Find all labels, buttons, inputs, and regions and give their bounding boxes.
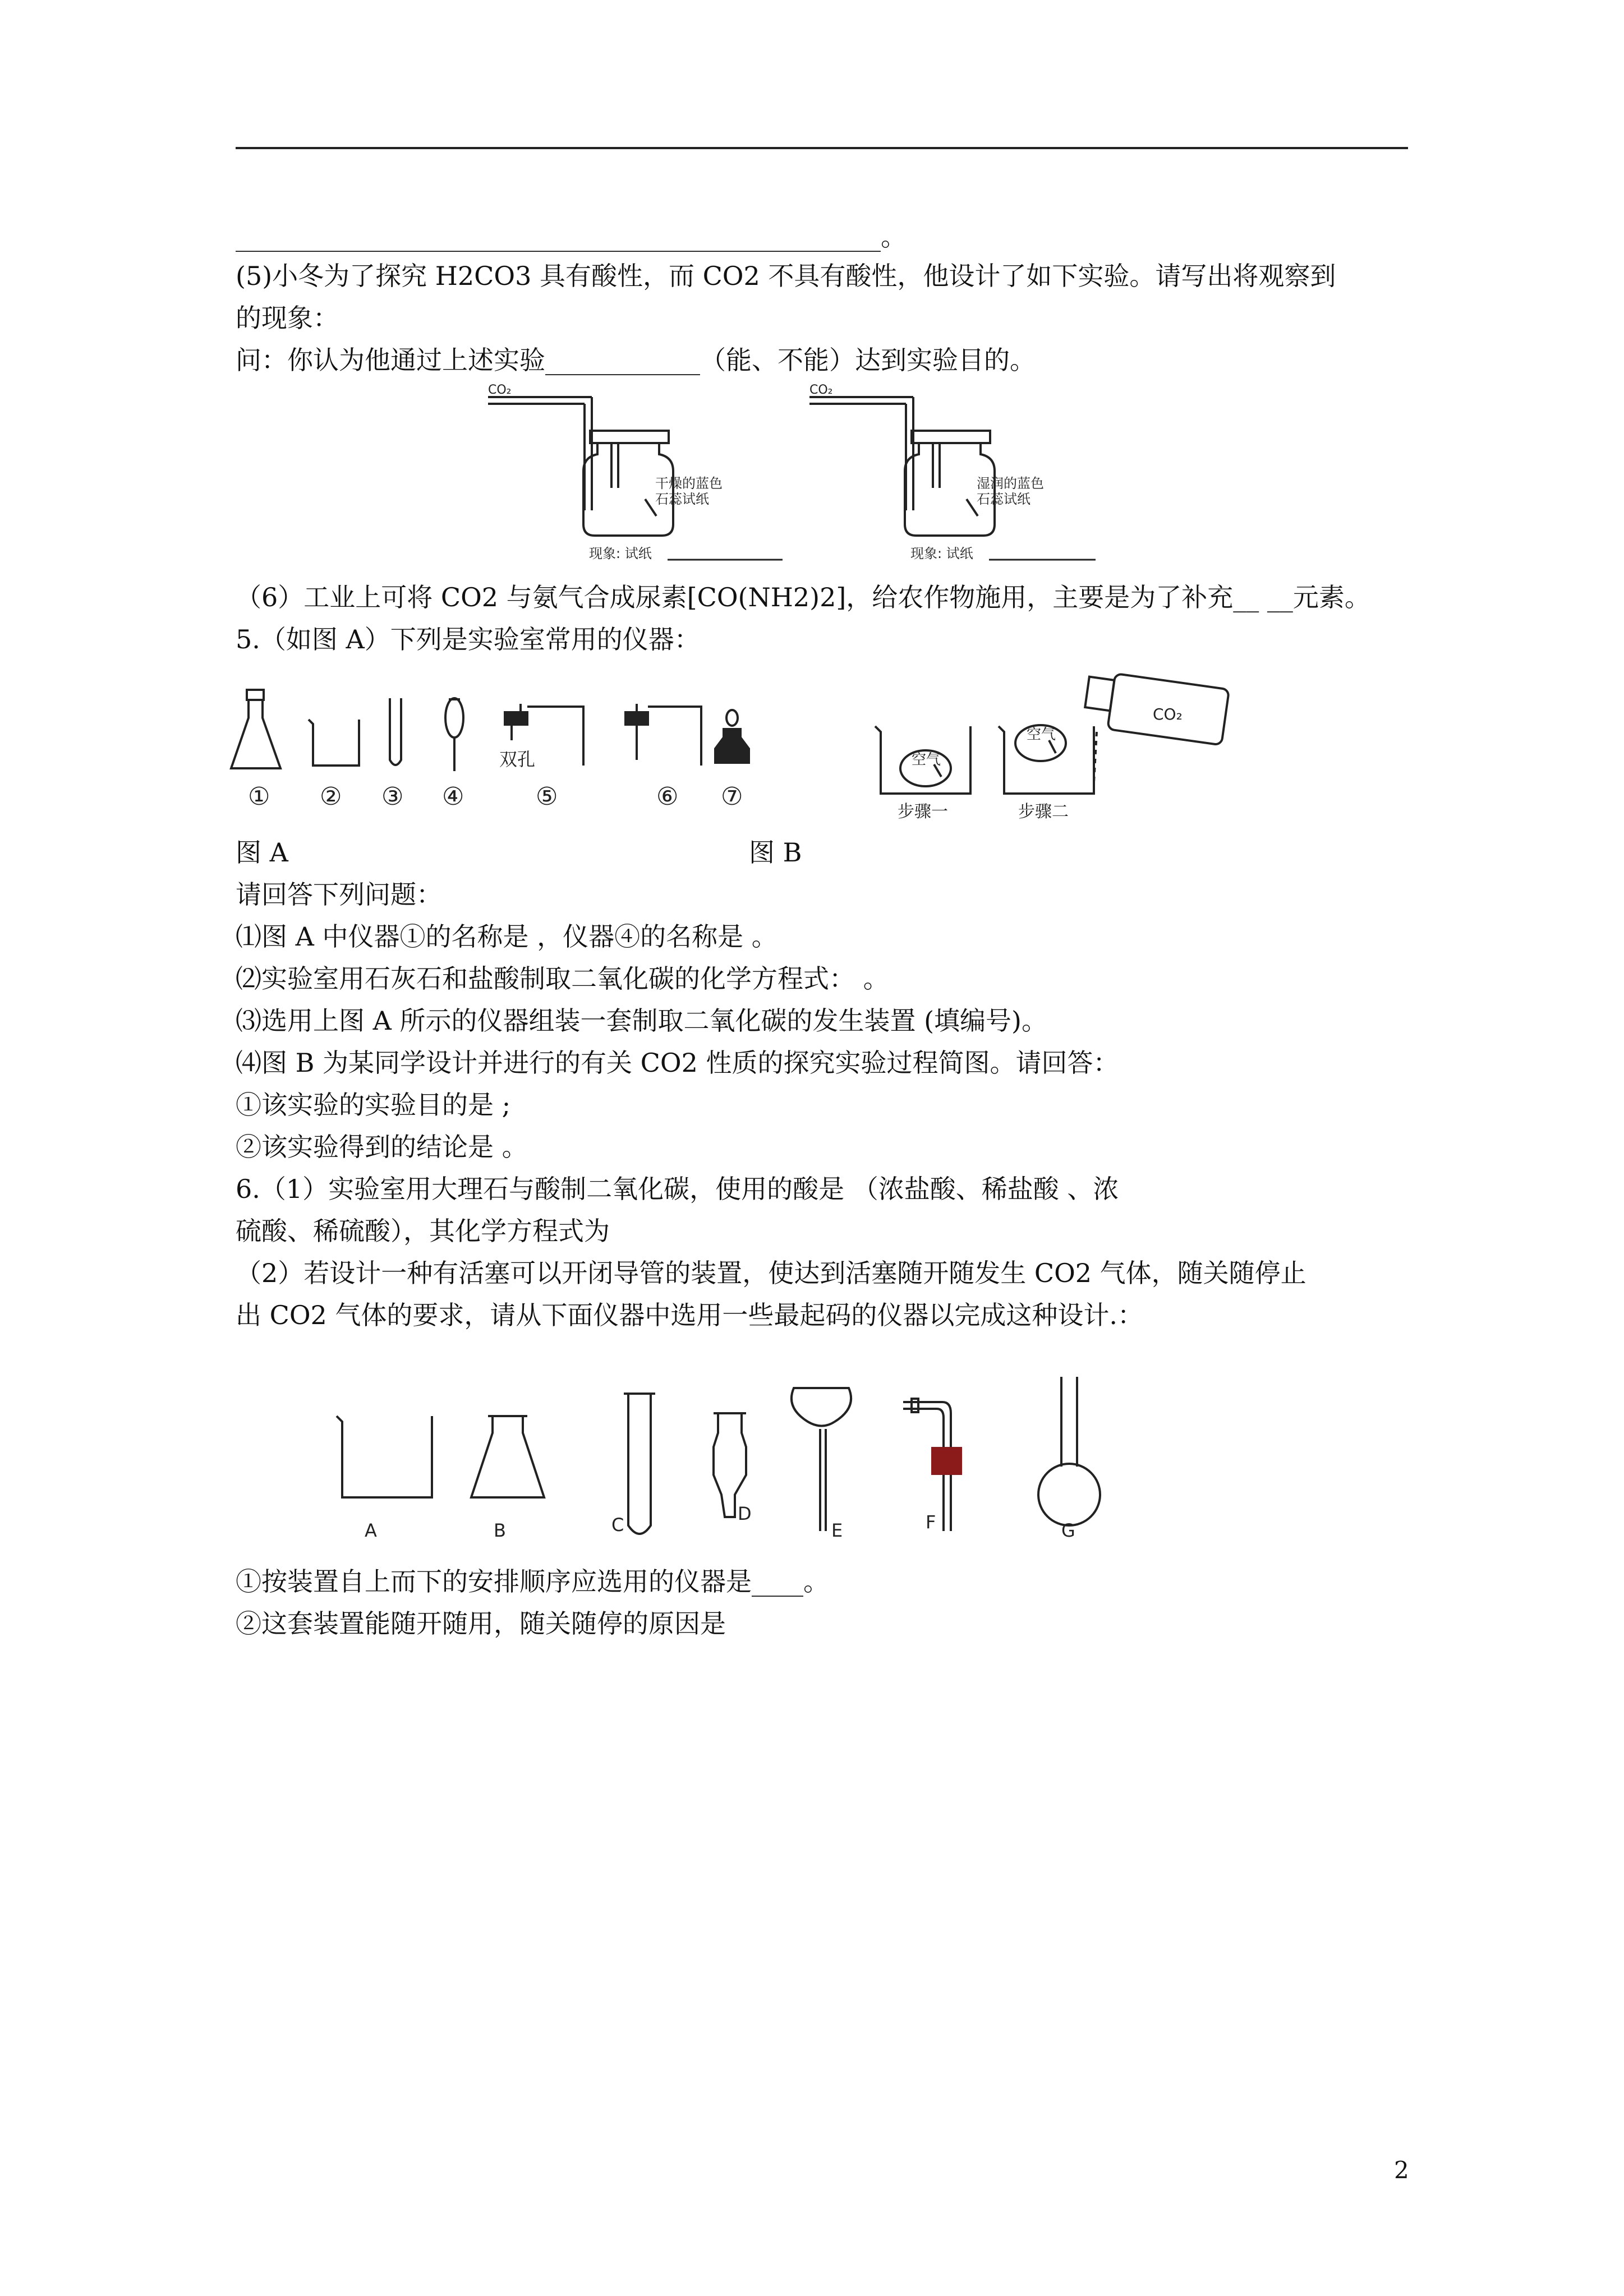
question-6-1: 6.（1）实验室用大理石与酸制二氧化碳，使用的酸是 （浓盐酸、稀盐酸 、浓 [236, 1174, 1119, 1204]
rubber-stopper-f [931, 1447, 962, 1475]
dry-litmus-apparatus [488, 397, 673, 536]
dry-litmus-label: 干燥的蓝色 [655, 476, 723, 491]
instrument-number: ② [320, 782, 342, 811]
long-neck-funnel-icon [445, 698, 463, 771]
question-5-2: ⑵实验室用石灰石和盐酸制取二氧化碳的化学方程式： 。 [236, 963, 889, 994]
question-5-5-text-cont: 的现象： [236, 303, 339, 333]
step-2-label: 步骤二 [1018, 802, 1069, 822]
wet-litmus-label-2: 石蕊试纸 [977, 491, 1030, 507]
question-5-intro: 5.（如图 A）下列是实验室常用的仪器： [236, 624, 700, 654]
question-6-2: （2）若设计一种有活塞可以开闭导管的装置，使达到活塞随开随发生 CO2 气体，随关随停止 [236, 1258, 1306, 1288]
test-tube-icon [390, 698, 401, 765]
beaker-icon [309, 720, 359, 766]
header-rule [236, 147, 1408, 149]
figure-b-caption: 图 B [749, 837, 802, 868]
instrument-number: ⑦ [721, 782, 743, 811]
question-5-4-a: ①该实验的实验目的是 ; [236, 1090, 511, 1120]
question-5-5-text: (5)小冬为了探究 H2CO3 具有酸性，而 CO2 不具有酸性，他设计了如下实验。请写出将观察到 [236, 261, 1336, 291]
question-5-5-ask: 问：你认为他通过上述实验____________（能、不能）达到实验目的。 [236, 345, 1036, 375]
question-5-6-text: （6）工业上可将 CO2 与氨气合成尿素[CO(NH2)2]，给农作物施用，主要是为了补充__ __元素。 [236, 582, 1370, 612]
apparatus-label: A [365, 1520, 377, 1541]
alcohol-lamp-icon [715, 710, 749, 763]
co2-bottle-label: CO₂ [1153, 705, 1183, 723]
observation-label-1: 现象: 试纸 [589, 546, 652, 561]
question-5-3: ⑶选用上图 A 所示的仪器组装一套制取二氧化碳的发生装置 (填编号)。 [236, 1006, 1047, 1036]
long-neck-funnel-d-icon [714, 1413, 746, 1517]
figure-b-experiment [847, 670, 1240, 822]
apparatus-label: C [611, 1514, 624, 1536]
answer-prompt: 请回答下列问题： [236, 879, 442, 910]
conical-flask-b-icon [471, 1416, 544, 1497]
question-5-1: ⑴图 A 中仪器①的名称是 ，仪器④的名称是 。 [236, 921, 778, 952]
air-label-2: 空气 [1027, 726, 1056, 743]
separatory-funnel-e-icon [792, 1388, 851, 1531]
figure-a-caption: 图 A [236, 837, 288, 868]
instrument-number: ① [248, 782, 270, 811]
gas-label-1: CO₂ [488, 383, 512, 397]
wet-litmus-label: 湿润的蓝色 [977, 476, 1044, 491]
air-label-1: 空气 [912, 751, 941, 768]
question-5-4-b: ②该实验得到的结论是 。 [236, 1132, 528, 1162]
apparatus-label: D [738, 1503, 752, 1524]
apparatus-label: E [831, 1520, 843, 1541]
question-6-3: ①按装置自上而下的安排顺序应选用的仪器是____。 [236, 1566, 829, 1597]
test-tube-c-icon [624, 1394, 655, 1534]
beaker-a-icon [337, 1416, 432, 1497]
question-5-4: ⑷图 B 为某同学设计并进行的有关 CO2 性质的探究实验过程简图。请回答： [236, 1048, 1119, 1078]
step-1-label: 步骤一 [898, 802, 948, 822]
figure-a-instruments [224, 687, 785, 816]
observation-label-2: 现象: 试纸 [910, 546, 973, 561]
conical-flask-icon [231, 690, 280, 768]
apparatus-label: G [1061, 1520, 1075, 1541]
figure-6-apparatus [320, 1368, 1150, 1542]
instrument-number: ④ [442, 782, 464, 811]
page-number: 2 [1394, 2156, 1409, 2184]
question-6-2-cont: 出 CO2 气体的要求，请从下面仪器中选用一些最起码的仪器以完成这种设计.： [236, 1300, 1144, 1330]
double-hole-label: 双孔 [499, 749, 536, 770]
round-flask-g-icon [1038, 1377, 1100, 1525]
answer-blank-line: __________________________________________________。 [236, 222, 907, 252]
apparatus-label: F [926, 1511, 936, 1533]
instrument-number: ③ [381, 782, 404, 811]
wet-litmus-apparatus [809, 397, 995, 536]
instrument-number: ⑥ [656, 782, 679, 811]
litmus-experiment-figure [477, 381, 1122, 566]
question-6-1-cont: 硫酸、稀硫酸），其化学方程式为 [236, 1216, 610, 1246]
single-hole-stopper-tubes-icon [625, 704, 701, 766]
gas-label-2: CO₂ [809, 383, 833, 397]
instrument-number: ⑤ [536, 782, 558, 811]
apparatus-label: B [494, 1520, 506, 1541]
question-6-4: ②这套装置能随开随用，随关随停的原因是 [236, 1608, 726, 1639]
dry-litmus-label-2: 石蕊试纸 [655, 491, 709, 507]
